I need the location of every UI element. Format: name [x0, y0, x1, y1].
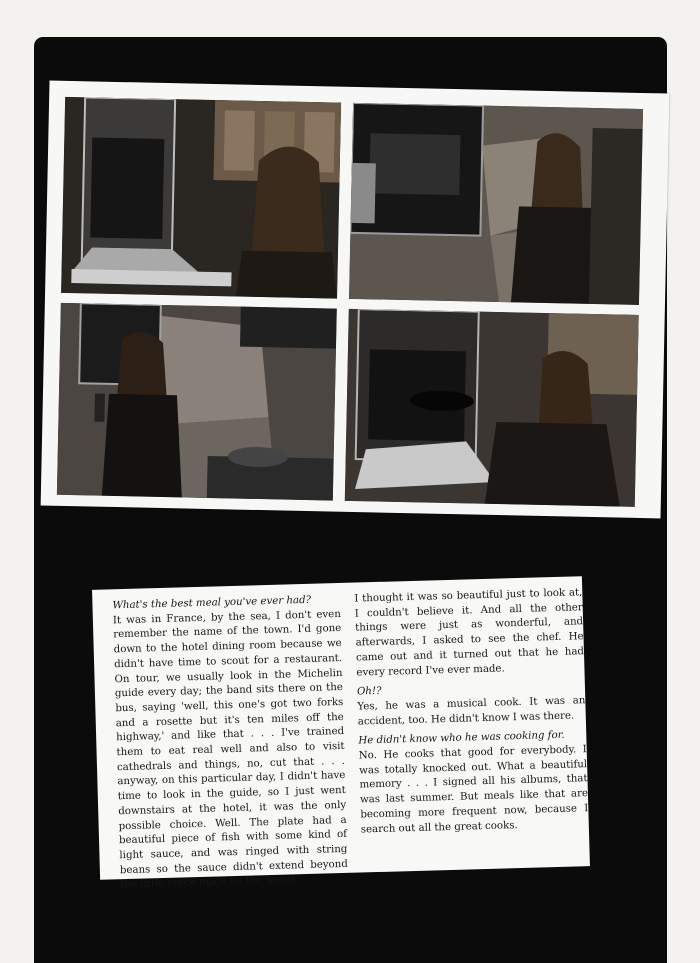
- interview-answer-great-cooks: No. He cooks that good for everybody. I was totally knocked out. What a beautiful memory . . . I signed all his albums, that was last summer. But meals like that are becoming more frequent now, because I search out all the great cooks.: [358, 744, 589, 836]
- photo-woman-placing-record-in-oven: [345, 309, 639, 507]
- interview-column-right: [354, 586, 589, 838]
- interview-question-cooking-for: He didn't know who he was cooking for.: [358, 730, 565, 747]
- interview-answer-best-meal: It was in France, by the sea, I don't even remember the name of the town. I'd gone down to the hotel dining room because we didn't have time to scout for a restaurant. On tour, we usually look in the Michelin guide every day; the band sits there on the bus, saying 'well, this one's got two forks and a rosette but it's ten miles off the highway,' and like that . . . I've trained them to eat real well and also to visit cathedrals and things, no, cut that . . . anyway, on this particular day, I didn't have time to look in the guide, so I just went downstairs at the hotel, it was the only possible choice. Well. The plate had a beautiful piece of fish with some kind of light sauce, and was ringed with string beans so the sauce didn't extend beyond the little fence made by the beans.: [112, 608, 348, 891]
- interview-text-card: [92, 576, 590, 891]
- photo-contact-sheet: [41, 81, 670, 519]
- interview-column-left: [112, 593, 348, 893]
- photo-woman-at-open-oven: [61, 97, 341, 299]
- photo-woman-holding-bottle: [57, 303, 337, 501]
- photo-woman-by-stone-wall: [349, 103, 643, 305]
- interview-question-oh: Oh!?: [356, 686, 382, 698]
- interview-answer-continued: I thought it was so beautiful just to look at, I couldn't believe it. And all the other things were just as wonderful, and afterwards, I asked to see the chef. He came out and it turned out that he had every record I've ever made.: [354, 587, 585, 679]
- interview-question-best-meal: What's the best meal you've ever had?: [112, 594, 312, 612]
- interview-answer-musical-cook: Yes, he was a musical cook. It was an accident, too. He didn't know I was there.: [357, 695, 586, 728]
